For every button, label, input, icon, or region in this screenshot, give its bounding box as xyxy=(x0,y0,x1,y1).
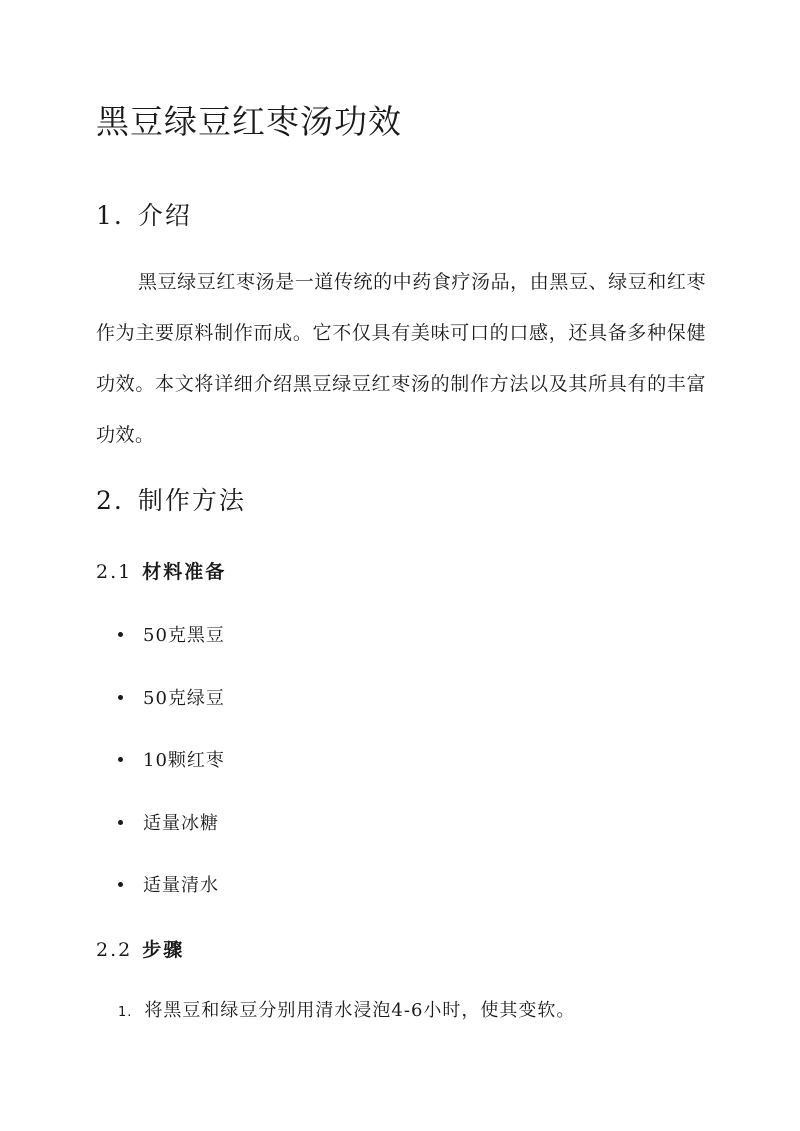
list-item xyxy=(118,809,219,835)
subsection-number: 2.1 xyxy=(96,561,133,583)
list-item-text: 50克绿豆 xyxy=(143,688,225,709)
section-title: 制作方法 xyxy=(137,486,246,515)
subsection-title: 步骤 xyxy=(142,939,185,961)
step-text: 将黑豆和绿豆分别用清水浸泡4-6小时，使其变软。 xyxy=(144,1000,576,1021)
list-item-text: 10颗红枣 xyxy=(143,750,225,771)
bullet-icon xyxy=(118,632,123,637)
section-number: 2. xyxy=(96,486,124,515)
section-number: 1. xyxy=(96,201,124,230)
subsection-number: 2.2 xyxy=(96,939,133,961)
bullet-icon xyxy=(118,882,123,887)
subsection-heading-materials xyxy=(96,557,226,584)
step-item xyxy=(118,996,575,1022)
section-title: 介绍 xyxy=(137,201,192,230)
list-item-text: 适量冰糖 xyxy=(143,813,219,834)
list-item-text: 50克黑豆 xyxy=(143,625,225,646)
list-item xyxy=(118,871,219,897)
intro-paragraph: 黑豆绿豆红枣汤是一道传统的中药食疗汤品，由黑豆、绿豆和红枣作为主要原料制作而成。它不仅具有美味可口的口感，还具备多种保健功效。本文将详细介绍黑豆绿豆红枣汤的制作方法以及其所具有的丰富功效。 xyxy=(96,271,706,446)
list-item xyxy=(118,621,225,647)
list-item xyxy=(118,746,225,772)
subsection-title: 材料准备 xyxy=(142,561,227,583)
section-heading-intro xyxy=(96,196,192,232)
subsection-heading-steps xyxy=(96,935,184,962)
bullet-icon xyxy=(118,695,123,700)
bullet-icon xyxy=(118,757,123,762)
bullet-icon xyxy=(118,820,123,825)
step-number: 1. xyxy=(118,1005,133,1020)
list-item-text: 适量清水 xyxy=(143,875,219,896)
section-heading-method xyxy=(96,481,246,517)
list-item xyxy=(118,684,225,710)
document-title: 黑豆绿豆红枣汤功效 xyxy=(96,102,402,141)
